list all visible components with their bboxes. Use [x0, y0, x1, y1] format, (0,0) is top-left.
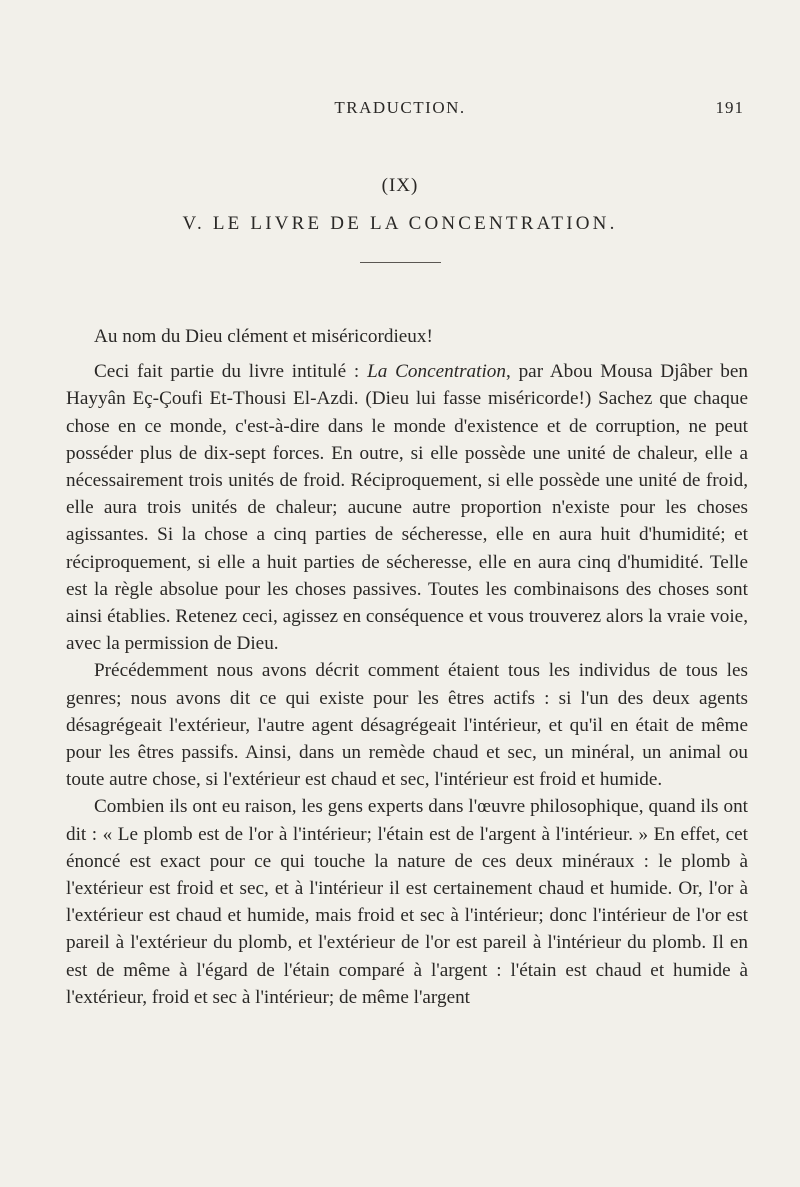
paragraph: Précédemment nous avons décrit comment étaient tous les individus de tous les genres; nous avons dit ce qui existe pour les êtres actifs : si l'un des deux agents désagrégeait l'extérieur, l'autre agent désagrégeait l'intérieur, et qu'il en était de même pour les êtres passifs. Ainsi, dans un remède chaud et sec, un minéral, un animal ou toute autre chose, si l'extérieur est chaud et sec, l'intérieur est froid et humide.: [66, 660, 748, 791]
book-title: La Concentration: [367, 361, 506, 383]
title-divider: [360, 262, 441, 263]
page-number: 191: [715, 98, 744, 117]
section-number: (IX): [381, 175, 419, 196]
paragraph-text: Ceci fait partie du livre intitulé :: [94, 361, 368, 383]
chapter-title: V. LE LIVRE DE LA CONCENTRATION.: [182, 213, 618, 234]
body-text: [66, 323, 748, 1011]
invocation: Au nom du Dieu clément et miséricordieux!: [94, 326, 433, 347]
paragraph: Combien ils ont eu raison, les gens experts dans l'œuvre philosophique, quand ils ont dit : « Le plomb est de l'or à l'intérieur; l'étain est de l'argent à l'intérieur. » En effet, cet énoncé est exact pour ce qui touche la nature de ces deux minéraux : le plomb à l'extérieur est froid et sec, et à l'intérieur il est certainement chaud et humide. Or, l'or à l'extérieur est chaud et humide, mais froid et sec à l'intérieur; donc l'intérieur de l'or est pareil à l'extérieur du plomb, et l'extérieur de l'or est pareil à l'intérieur du plomb. Il en est de même à l'égard de l'étain comparé à l'argent : l'étain est chaud et humide à l'extérieur, froid et sec à l'intérieur; de même l'argent: [66, 796, 748, 1008]
running-head: [0, 98, 800, 122]
paragraph: [66, 358, 748, 657]
paragraph-text: , par Abou Mousa Djâber ben Hayyân Eç-Çoufi Et-Thousi El-Azdi. (Dieu lui fasse miséricorde!) Sachez que chaque chose en ce monde, c'est-à-dire dans le monde d'existence et de corruption, ne peut posséder plus de dix-sept forces. En outre, si elle possède une unité de chaleur, elle a nécessairement trois unités de froid. Réciproquement, si elle possède une unité de froid, elle aura trois unités de chaleur; aucune autre proportion n'existe pour les choses agissantes. Si la chose a cinq parties de sécheresse, elle en aura huit d'humidité; et réciproquement, si elle a huit parties de sécheresse, elle en aura cinq d'humidité. Telle est la règle absolue pour les choses passives. Toutes les combinaisons des choses sont ainsi établies. Retenez ceci, agissez en conséquence et vous trouverez alors la vraie voie, avec la permission de Dieu.: [66, 361, 749, 655]
running-head-title: TRADUCTION.: [334, 98, 466, 117]
